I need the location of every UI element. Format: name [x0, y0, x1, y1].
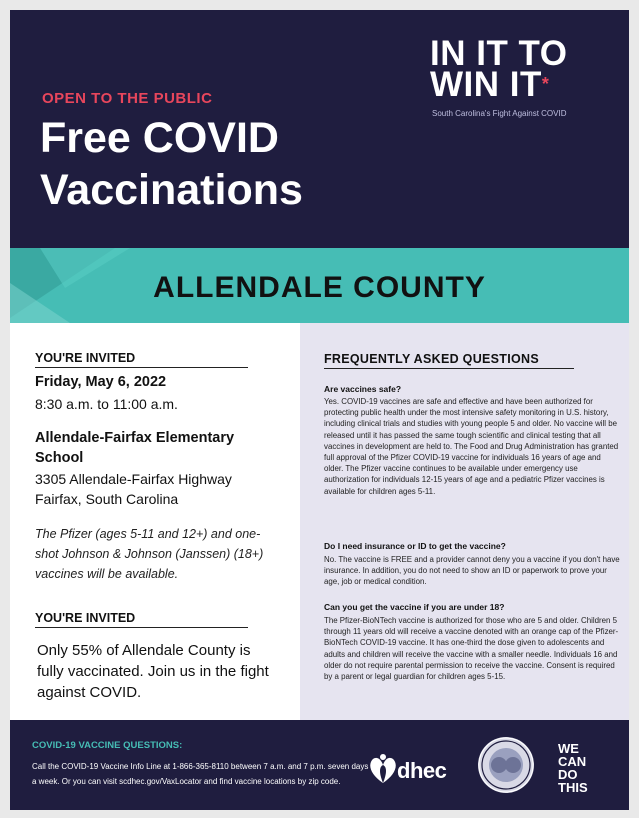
kicker: OPEN TO THE PUBLIC — [42, 90, 213, 107]
vaccination-stat: Only 55% of Allendale County is fully vaccinated. Join us in the fight against COVID. — [37, 642, 269, 701]
venue-name: Allendale-Fairfax Elementary School — [35, 430, 235, 466]
dhec-logo — [367, 745, 467, 795]
faq-answer: Yes. COVID-19 vaccines are safe and effective and have been authorized for protecting public health under the most intensive safety monitoring in U.S. history, including clinical trials and studies with young people 5 and older. No vaccine will be released until it has passed the same tough scientific and clinical testing that all vaccines in development are held to. The Food and Drug Administration has granted full approval of the Pfizer COVID-19 vaccine for individuals 16 years of age and older. The Pfizer vaccine continues to be available under emergency use authorization for individuals 12-15 years of age and a pediatric Pfizer vaccines is available for children ages 5-11. — [324, 397, 619, 496]
county-name: ALLENDALE COUNTY — [153, 271, 486, 304]
wecan-line: CAN — [558, 754, 587, 769]
wecan-line: WE — [558, 741, 579, 756]
event-details — [10, 323, 300, 720]
flower-logo-icon — [367, 753, 399, 787]
event-date: Friday, May 6, 2022 — [35, 374, 167, 390]
address-line-1: 3305 Allendale-Fairfax Highway — [35, 471, 232, 487]
faq-answer: No. The vaccine is FREE and a provider cannot deny you a vaccine if you don't have insurance. In addition, you do not need to show an ID or paperwork to prove your age, job or medical condition. — [324, 555, 620, 587]
flyer — [10, 10, 629, 810]
faq-section — [300, 323, 629, 720]
page-title: Free COVID Vaccinations — [40, 114, 303, 214]
wecan-line: DO — [558, 767, 578, 782]
faq-question: Can you get the vaccine if you are under 18? — [324, 602, 505, 612]
wecan-line: THIS — [558, 780, 588, 795]
county-band — [10, 248, 629, 323]
faq-question: Are vaccines safe? — [324, 384, 402, 394]
invite-heading: YOU'RE INVITED — [35, 351, 248, 368]
we-can-do-this-logo — [558, 742, 588, 794]
header — [10, 10, 629, 248]
footer-text: Call the COVID-19 Vaccine Info Line at 1-866-365-8110 between 7 a.m. and 7 p.m. seven days a week. Or you can visit scdhec.gov/VaxLocator and find vaccine locations by zip code. — [32, 762, 369, 786]
faq-answer: The Pfizer-BioNTech vaccine is authorized for those who are 5 and older. Children 5 through 11 years old will receive a vaccine denoted with an orange cap of the Pfizer-BioNTech COVID-19 vaccine. It has one-third the dose given to adolescents and adults and children will receive the vaccine with a smaller needle. Individuals 16 and older do not require parental permission to receive the vaccine. Consent is required by a parent or legal guardian for children ages 5-15. — [324, 616, 619, 682]
brand-subtitle: South Carolina's Fight Against COVID — [432, 109, 567, 118]
dhec-logo-text: dhec — [397, 758, 447, 783]
state-seal-icon — [477, 736, 535, 794]
footer — [10, 720, 629, 810]
faq-question: Do I need insurance or ID to get the vaccine? — [324, 541, 506, 551]
brand-line-2: WIN IT — [430, 65, 542, 104]
invite-heading-2: YOU'RE INVITED — [35, 611, 248, 628]
brand-line-1: IN IT TO — [430, 34, 568, 73]
address-line-2: Fairfax, South Carolina — [35, 491, 179, 507]
event-time: 8:30 a.m. to 11:00 a.m. — [35, 396, 178, 412]
asterisk-icon: * — [541, 74, 550, 94]
footer-heading: COVID-19 VACCINE QUESTIONS: — [32, 740, 183, 751]
vaccine-note: The Pfizer (ages 5-11 and 12+) and one-shot Johnson & Johnson (Janssen) (18+) vaccines will be available. — [35, 527, 264, 581]
venue-address — [35, 469, 300, 509]
campaign-logo — [430, 34, 568, 104]
faq-heading: FREQUENTLY ASKED QUESTIONS — [324, 352, 574, 369]
